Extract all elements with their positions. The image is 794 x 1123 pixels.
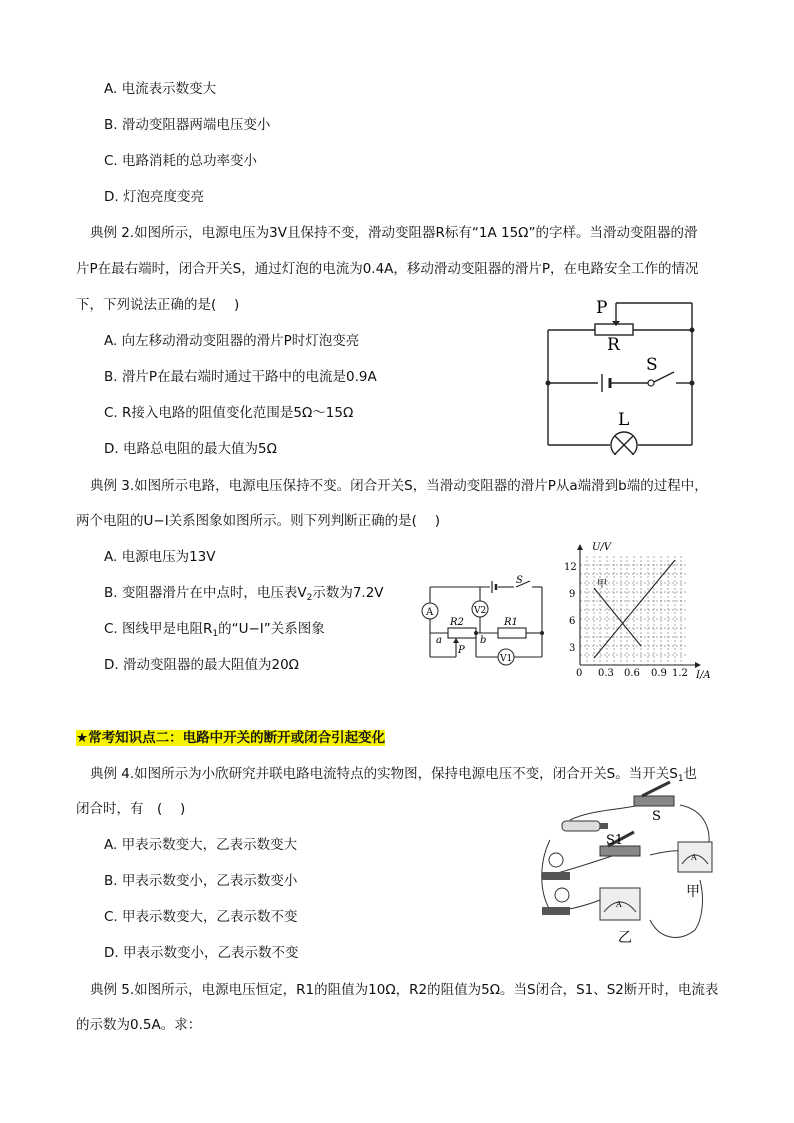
ex2-circuit-diagram xyxy=(540,295,700,455)
ex3-p-label: P xyxy=(458,645,465,656)
ex4-fig-label-jia: 甲 xyxy=(686,884,700,900)
ex4-fig-label-s: S xyxy=(652,809,661,824)
ex4-physical-circuit xyxy=(530,780,720,950)
ex3-r2-label: R2 xyxy=(450,617,464,628)
ex3-ui-graph xyxy=(560,538,720,683)
ex3-line1: 典例 3.如图所示电路，电源电压保持不变。闭合开关S，当滑动变阻器的滑片P从a端滑到b端的过程中， xyxy=(90,478,708,494)
ex2-fig-label-r: R xyxy=(607,335,620,355)
q1-option-b: B. 滑动变阻器两端电压变小 xyxy=(104,117,271,133)
ex2-line1: 典例 2.如图所示，电源电压为3V且保持不变，滑动变阻器R标有“1A 15Ω”的字样。当滑动变阻器的滑 xyxy=(90,225,698,241)
ex4-line2: 闭合时，有 ( ) xyxy=(76,801,186,817)
ex3-r1-label: R1 xyxy=(504,617,518,628)
ex4-option-d: D. 甲表示数变小，乙表示数不变 xyxy=(104,945,299,961)
ex2-option-a: A. 向左移动滑动变阻器的滑片P时灯泡变亮 xyxy=(104,333,360,349)
ex2-fig-label-p: P xyxy=(596,298,608,318)
ex4-option-a: A. 甲表示数变大，乙表示数变大 xyxy=(104,837,298,853)
graph-xtick: 0.9 xyxy=(651,668,667,679)
graph-jia-label: 甲 xyxy=(597,579,607,590)
ex3-a-label: a xyxy=(436,635,442,646)
ex3-option-a: A. 电源电压为13V xyxy=(104,549,216,565)
ex4-meter-a-label: A xyxy=(691,853,697,862)
ex3-v1-label: V1 xyxy=(500,654,513,664)
ex4-fig-label-s1: S1 xyxy=(606,833,624,848)
ex3-s-label: S xyxy=(516,575,523,586)
graph-ylabel: U/V xyxy=(592,542,612,553)
ex4-meter-a-label: A xyxy=(616,900,622,909)
ex3-option-b: B. 变阻器滑片在中点时，电压表$V_2$示数为7.2V xyxy=(104,585,384,603)
ex3-circuit-diagram xyxy=(412,573,552,668)
ex2-fig-label-s: S xyxy=(646,355,658,375)
graph-ytick: 6 xyxy=(569,616,576,627)
ex4-line1: 典例 4.如图所示为小欣研究并联电路电流特点的实物图，保持电源电压不变，闭合开关S。当开关$S_1$也 xyxy=(90,766,698,784)
ex2-fig-label-l: L xyxy=(618,410,630,430)
ex3-line2: 两个电阻的U−I关系图象如图所示。则下列判断正确的是( ) xyxy=(76,513,440,529)
graph-xtick: 1.2 xyxy=(672,668,688,679)
graph-ytick: 3 xyxy=(569,643,576,654)
ex5-line1: 典例 5.如图所示，电源电压恒定，R1的阻值为10Ω，R2的阻值为5Ω。当S闭合，S1、S2断开时，电流表 xyxy=(90,982,719,998)
ex2-option-d: D. 电路总电阻的最大值为5Ω xyxy=(104,441,277,457)
ex2-line3: 下，下列说法正确的是( ) xyxy=(76,297,240,313)
ex4-fig-label-yi: 乙 xyxy=(618,930,632,946)
q1-option-d: D. 灯泡亮度变亮 xyxy=(104,189,204,205)
ex4-option-b: B. 甲表示数变小，乙表示数变小 xyxy=(104,873,298,889)
section-heading: ★常考知识点二：电路中开关的断开或闭合引起变化 xyxy=(76,730,386,746)
ex3-v2-label: V2 xyxy=(474,606,487,616)
graph-xtick: 0.6 xyxy=(624,668,640,679)
ex3-option-d: D. 滑动变阻器的最大阻值为20Ω xyxy=(104,657,299,673)
ex4-option-c: C. 甲表示数变大，乙表示数不变 xyxy=(104,909,298,925)
ex5-line2: 的示数为0.5A。求： xyxy=(76,1017,202,1033)
ex2-line2: 片P在最右端时，闭合开关S，通过灯泡的电流为0.4A，移动滑动变阻器的滑片P，在电路安全工作的情况 xyxy=(76,261,699,277)
ex3-ammeter-label: A xyxy=(426,607,434,618)
q1-option-c: C. 电路消耗的总功率变小 xyxy=(104,153,258,169)
graph-xtick: 0 xyxy=(576,668,583,679)
ex2-option-c: C. R接入电路的阻值变化范围是5Ω～15Ω xyxy=(104,405,354,421)
ex2-option-b: B. 滑片P在最右端时通过干路中的电流是0.9A xyxy=(104,369,377,385)
graph-ytick: 12 xyxy=(564,562,577,573)
graph-xtick: 0.3 xyxy=(598,668,614,679)
ex3-b-label: b xyxy=(480,635,487,646)
graph-ytick: 9 xyxy=(569,589,576,600)
ex3-option-c: C. 图线甲是电阻$R_1$的“U−I”关系图象 xyxy=(104,621,325,639)
graph-xlabel: I/A xyxy=(696,670,711,681)
q1-option-a: A. 电流表示数变大 xyxy=(104,81,217,97)
